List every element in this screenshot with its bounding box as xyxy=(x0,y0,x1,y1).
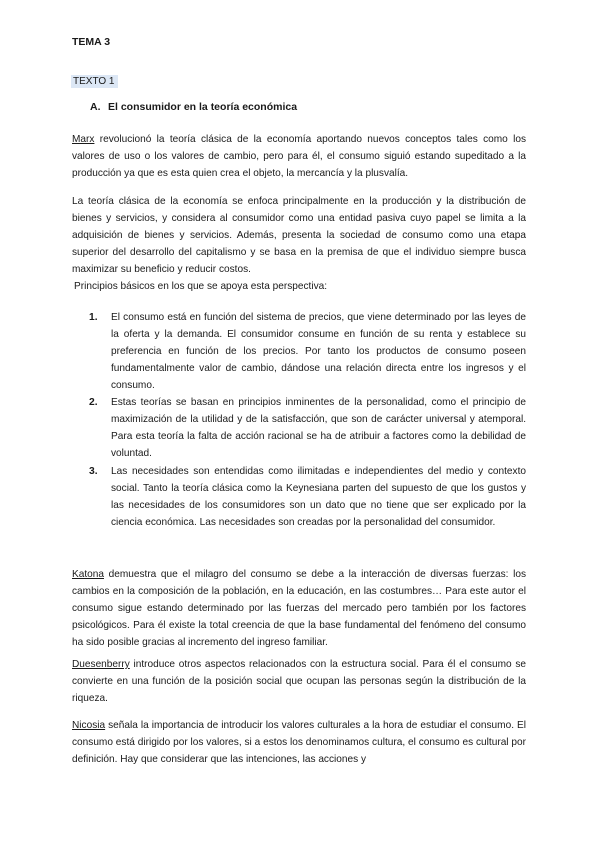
paragraph-katona-text: demuestra que el milagro del consumo se debe a la interacción de diversas fuerzas: los cambios en la composición de la población, en la educación, en las costumbres… Para este autor el consumo sigue estando determinado por las fuerzas del mercado pero también por los factores psicológicos. Para él existe la total creencia de que la base fundamental del fenómeno del consumo ha sido posible gracias al incremento del ingreso familiar. xyxy=(72,569,526,648)
list-text: El consumo está en función del sistema de precios, que viene determinado por las leyes de la oferta y la demanda. El consumidor consume en función de su renta y establece su preferencia en función de los precios. Por tanto los productos de consumo poseen fundamentalmente valor de cambio, dándose una relación directa entre los ingresos y el consumo. xyxy=(111,312,526,391)
list-number: 2. xyxy=(89,397,98,408)
page-title: TEMA 3 xyxy=(72,36,111,48)
list-item xyxy=(89,394,526,462)
list-item xyxy=(89,309,526,394)
paragraph-marx-text: revolucionó la teoría clásica de la economía aportando nuevos conceptos tales como los valores de uso o los valores de cambio, pero para él, el consumo siguió estando supeditado a la producción ya que es esta quien crea el objeto, la mercancía y la plusvalía. xyxy=(72,134,526,179)
list-number: 1. xyxy=(89,312,98,323)
principles-intro-text: Principios básicos en los que se apoya esta perspectiva: xyxy=(74,281,328,292)
list-text: Las necesidades son entendidas como ilimitadas e independientes del medio y contexto social. Tanto la teoría clásica como la Keynesiana parten del supuesto de que los gustos y las necesidades de los consumidores son un dato que no tiene que ser explicado por la ciencia económica. Las necesidades son creadas por la personalidad del consumidor. xyxy=(111,466,526,528)
list-number: 3. xyxy=(89,466,98,477)
paragraph-duesenberry xyxy=(72,656,526,707)
paragraph-classic-text: La teoría clásica de la economía se enfoca principalmente en la producción y la distribución de bienes y servicios, y considera al consumidor como una entidad pasiva cuyo papel se limita a la adquisición de bienes y servicios. Además, presenta la sociedad de consumo como una etapa superior del desarrollo del capitalismo y se basa en la premisa de que el individuo siempre busca maximizar su beneficio y reducir costos. xyxy=(72,196,526,275)
section-letter: A. xyxy=(90,101,101,113)
section-title: El consumidor en la teoría económica xyxy=(108,101,298,113)
paragraph-classic-theory xyxy=(72,193,526,278)
list-item xyxy=(89,463,526,531)
paragraph-nicosia-text: señala la importancia de introducir los valores culturales a la hora de estudiar el consumo. El consumo está dirigido por los valores, si a estos los denominamos cultura, el consumo es cultural por definición. Hay que considerar que las intenciones, las acciones y xyxy=(72,720,526,765)
paragraph-marx xyxy=(72,131,526,182)
section-heading xyxy=(90,101,297,113)
texto-label xyxy=(71,71,118,89)
author-marx: Marx xyxy=(72,134,95,145)
author-katona: Katona xyxy=(72,569,104,580)
author-duesenberry: Duesenberry xyxy=(72,659,130,670)
author-nicosia: Nicosia xyxy=(72,720,106,731)
paragraph-duesenberry-text: introduce otros aspectos relacionados con la estructura social. Para él el consumo se convierte en una función de la posición social que ocupan las personas según la distribución de la riqueza. xyxy=(72,659,526,704)
paragraph-nicosia xyxy=(72,717,526,768)
principles-intro xyxy=(74,278,528,295)
texto-highlight: TEXTO 1 xyxy=(71,75,118,88)
paragraph-katona xyxy=(72,566,526,651)
list-text: Estas teorías se basan en principios inminentes de la personalidad, como el principio de maximización de la utilidad y de la satisfacción, que son de carácter universal y atemporal. Para esta teoría la falta de acción racional se ha de atribuir a factores como la debilidad de voluntad. xyxy=(111,397,526,459)
